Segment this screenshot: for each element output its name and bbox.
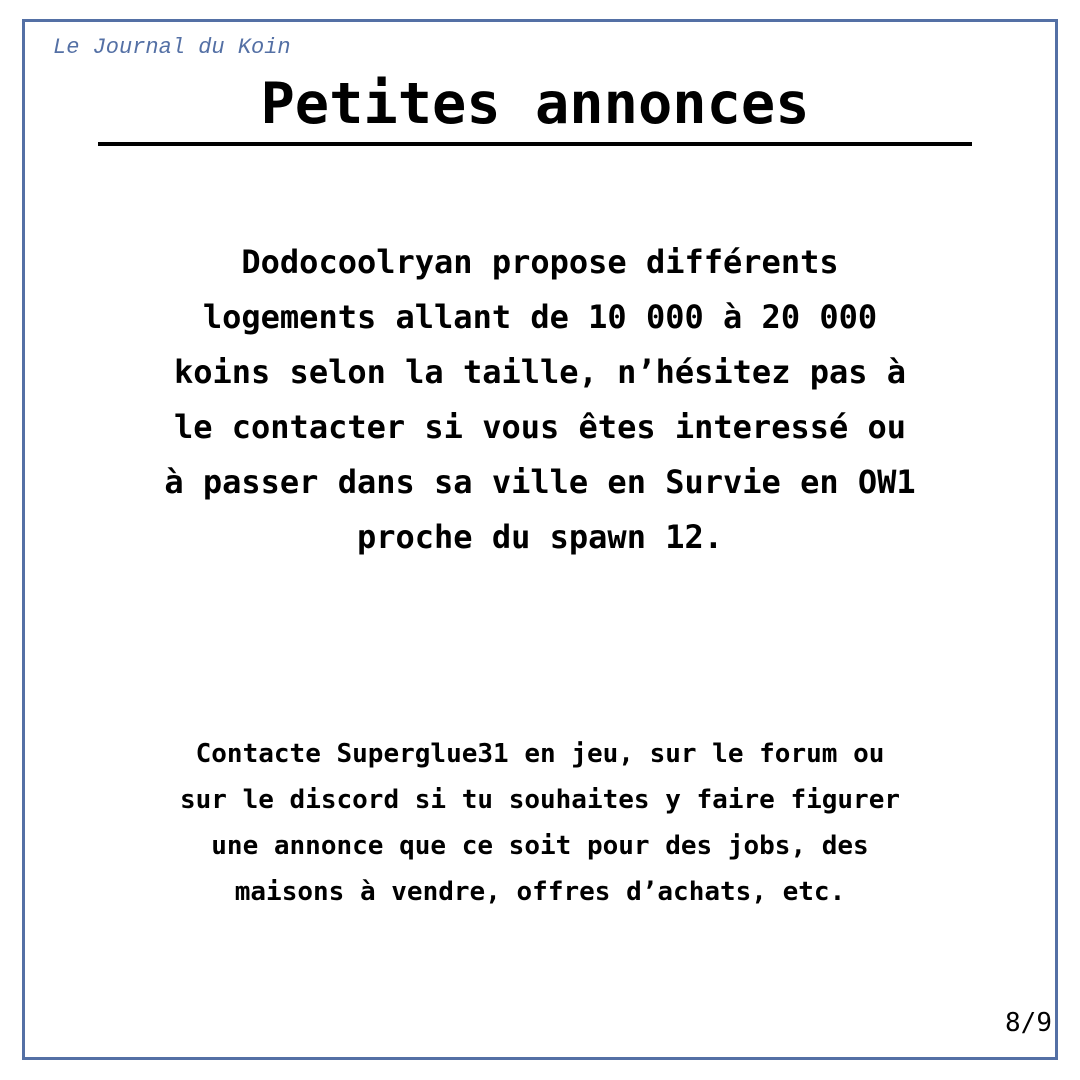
contact-line: maisons à vendre, offres d’achats, etc. (234, 877, 846, 907)
ad-line: logements allant de 10 000 à 20 000 (202, 298, 878, 336)
title-underline (98, 142, 972, 146)
classified-ad (100, 235, 980, 565)
ad-line: le contacter si vous êtes interessé ou (173, 408, 907, 446)
ad-line: proche du spawn 12. (356, 518, 724, 556)
publication-name: Le Journal du Koin (53, 35, 291, 60)
contact-line: une annonce que ce soit pour des jobs, des (211, 831, 869, 861)
page-number: 8/9 (1005, 1008, 1052, 1038)
contact-notice (100, 731, 980, 915)
page-title: Petites annonces (260, 71, 810, 137)
ad-line: koins selon la taille, n’hésitez pas à (173, 353, 907, 391)
contact-line: sur le discord si tu souhaites y faire figurer (179, 785, 901, 815)
contact-line: Contacte Superglue31 en jeu, sur le forum ou (195, 739, 885, 769)
ad-line: à passer dans sa ville en Survie en OW1 (164, 463, 916, 501)
ad-line: Dodocoolryan propose différents (241, 243, 839, 281)
